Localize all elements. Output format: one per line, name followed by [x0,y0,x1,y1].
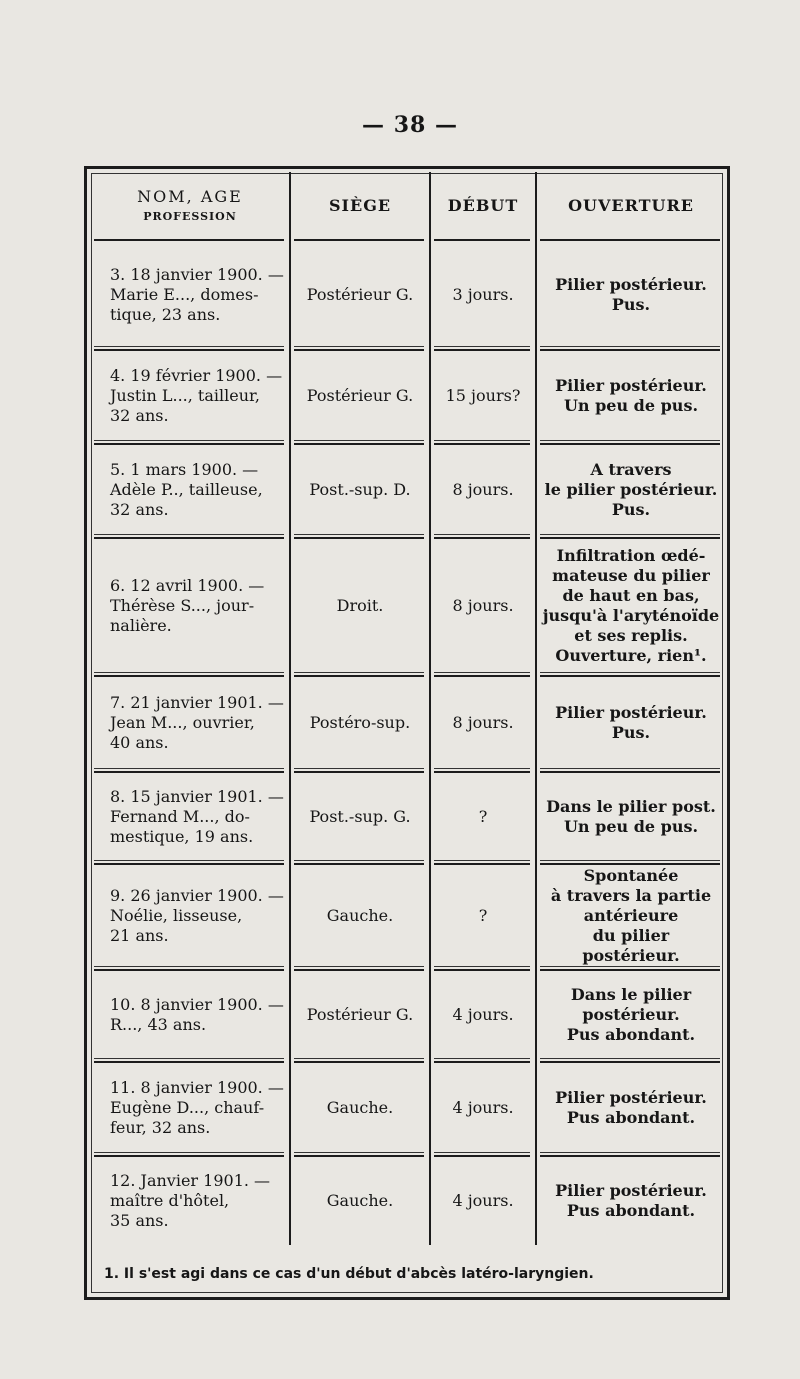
column-divider [289,172,291,1245]
row-rule [94,969,284,971]
row-rule [434,537,530,539]
cell-siege [292,678,428,768]
cell-debut [432,244,534,346]
row-rule [540,860,720,861]
row-rule [94,239,284,241]
row-rule [294,966,424,967]
row-rule [540,349,720,351]
row-rule [434,768,530,769]
cell-nom [92,1064,288,1152]
cell-text: ? [478,807,488,826]
row-rule [294,969,424,971]
cell-siege [292,244,428,346]
row-rule [540,771,720,773]
header-debut: DÉBUT [447,195,519,215]
cell-siege [292,1158,428,1244]
row-rule [294,1152,424,1153]
cell-text: Spontanée à travers la partie antérieure du pilier postérieur. [550,866,712,965]
cell-text: 3 jours. [452,285,514,304]
row-rule [294,443,424,445]
row-rule [94,440,284,441]
header-nom [92,172,288,238]
cell-ouverture [538,972,724,1058]
cell-text: 8 jours. [452,480,514,499]
cell-debut [432,972,534,1058]
cell-text: Postérieur G. [306,1005,414,1024]
cell-text: Gauche. [326,1098,394,1117]
row-rule [540,1061,720,1063]
row-rule [294,675,424,677]
cell-text: Post.-sup. G. [309,807,411,826]
cell-text: 8 jours. [452,713,514,732]
cell-nom [92,244,288,346]
cell-text: Gauche. [326,906,394,925]
cell-ouverture [538,678,724,768]
row-rule [434,672,530,673]
cell-text: 10. 8 janvier 1900. — R..., 43 ans. [110,995,284,1034]
row-rule [540,537,720,539]
cell-text: 11. 8 janvier 1900. — Eugène D..., chauf- feur, 32 ans. [110,1078,284,1137]
row-rule [434,349,530,351]
cell-nom [92,774,288,860]
cell-siege [292,352,428,440]
row-rule [94,966,284,967]
row-rule [434,346,530,347]
cell-siege [292,866,428,966]
row-rule [540,768,720,769]
cell-ouverture [538,352,724,440]
row-rule [434,1155,530,1157]
row-rule [294,440,424,441]
row-rule [294,534,424,535]
row-rule [94,860,284,861]
page-number: — 38 — [362,112,458,138]
row-rule [540,863,720,865]
row-rule [540,672,720,673]
cell-text: 8 jours. [452,596,514,615]
row-rule [434,675,530,677]
cell-text: 15 jours? [445,386,521,405]
cell-ouverture [538,244,724,346]
row-rule [540,443,720,445]
row-rule [94,863,284,865]
cell-text: Infiltration œdé- mateuse du pilier de haut en bas, jusqu'à l'aryténoïde et ses replis. Ouverture, rien¹. [542,546,720,665]
cell-debut [432,1158,534,1244]
row-rule [434,443,530,445]
cell-ouverture [538,774,724,860]
cell-text: 8. 15 janvier 1901. — Fernand M..., do- mestique, 19 ans. [110,787,284,846]
cell-text: ? [478,906,488,925]
row-rule [540,966,720,967]
cell-text: 7. 21 janvier 1901. — Jean M..., ouvrier, 40 ans. [110,693,284,752]
cell-siege [292,540,428,672]
cell-debut [432,678,534,768]
row-rule [540,1058,720,1059]
row-rule [434,1061,530,1063]
row-rule [434,1058,530,1059]
row-rule [294,1155,424,1157]
row-rule [94,1061,284,1063]
row-rule [294,537,424,539]
cell-text: Pilier postérieur. Un peu de pus. [555,376,707,415]
header-nom-age: NOM, AGE [137,187,243,206]
cell-nom [92,352,288,440]
cell-siege [292,972,428,1058]
cell-text: Pilier postérieur. Pus abondant. [555,1088,707,1127]
column-divider [535,172,537,1245]
row-rule [294,239,424,241]
row-rule [94,534,284,535]
row-rule [94,346,284,347]
row-rule [540,239,720,241]
cell-ouverture [538,1158,724,1244]
cell-siege [292,1064,428,1152]
row-rule [94,537,284,539]
row-rule [294,768,424,769]
row-rule [94,349,284,351]
row-rule [434,969,530,971]
cell-text: 9. 26 janvier 1900. — Noélie, lisseuse, 21 ans. [110,886,284,945]
cell-text: A travers le pilier postérieur. Pus. [544,460,718,519]
cell-text: 4 jours. [452,1098,514,1117]
cell-siege [292,446,428,534]
row-rule [94,675,284,677]
cell-text: Droit. [336,596,384,615]
cell-debut [432,352,534,440]
row-rule [434,1152,530,1153]
header-profession: PROFESSION [143,210,237,223]
row-rule [294,860,424,861]
row-rule [434,863,530,865]
row-rule [294,771,424,773]
row-rule [294,1058,424,1059]
row-rule [94,672,284,673]
row-rule [434,771,530,773]
row-rule [540,1152,720,1153]
cell-text: 4. 19 février 1900. — Justin L..., tailleur, 32 ans. [110,366,283,425]
row-rule [294,349,424,351]
column-divider [429,172,431,1245]
cell-text: 12. Janvier 1901. — maître d'hôtel, 35 ans. [110,1171,271,1230]
cell-text: 3. 18 janvier 1900. — Marie E..., domes- tique, 23 ans. [110,265,284,324]
cell-nom [92,1158,288,1244]
cell-debut [432,540,534,672]
row-rule [434,239,530,241]
cell-text: Postérieur G. [306,386,414,405]
row-rule [94,1058,284,1059]
row-rule [94,443,284,445]
cell-text: Postérieur G. [306,285,414,304]
row-rule [94,768,284,769]
cell-debut [432,774,534,860]
cell-text: Dans le pilier postérieur. Pus abondant. [566,985,696,1044]
row-rule [434,966,530,967]
row-rule [434,860,530,861]
cell-text: Postéro-sup. [309,713,411,732]
cell-text: Dans le pilier post. Un peu de pus. [546,797,716,836]
cell-text: Pilier postérieur. Pus abondant. [555,1181,707,1220]
row-rule [94,1155,284,1157]
cell-debut [432,866,534,966]
cell-nom [92,972,288,1058]
row-rule [294,672,424,673]
row-rule [540,675,720,677]
cell-text: 4 jours. [452,1005,514,1024]
footnote: 1. Il s'est agi dans ce cas d'un début d'abcès latéro-laryngien. [104,1266,594,1282]
row-rule [540,440,720,441]
row-rule [94,771,284,773]
row-rule [434,440,530,441]
cell-text: 6. 12 avril 1900. — Thérèse S..., jour- nalière. [110,576,265,635]
row-rule [294,863,424,865]
cell-text: 5. 1 mars 1900. — Adèle P.., tailleuse, 32 ans. [110,460,263,519]
cell-nom [92,866,288,966]
cell-text: Post.-sup. D. [309,480,411,499]
cell-ouverture [538,866,724,966]
row-rule [540,346,720,347]
cell-debut [432,446,534,534]
cell-text: 4 jours. [452,1191,514,1210]
cell-text: Pilier postérieur. Pus. [555,703,707,742]
row-rule [540,1155,720,1157]
header-siege: SIÈGE [328,195,392,215]
row-rule [540,534,720,535]
cell-ouverture [538,540,724,672]
cell-siege [292,774,428,860]
row-rule [294,1061,424,1063]
cell-text: Gauche. [326,1191,394,1210]
cell-text: Pilier postérieur. Pus. [555,275,707,314]
row-rule [540,969,720,971]
row-rule [294,346,424,347]
cell-debut [432,1064,534,1152]
cell-nom [92,540,288,672]
row-rule [94,1152,284,1153]
header-ouverture: OUVERTURE [568,195,694,215]
cell-ouverture [538,446,724,534]
cell-ouverture [538,1064,724,1152]
cell-nom [92,446,288,534]
row-rule [434,534,530,535]
cell-nom [92,678,288,768]
